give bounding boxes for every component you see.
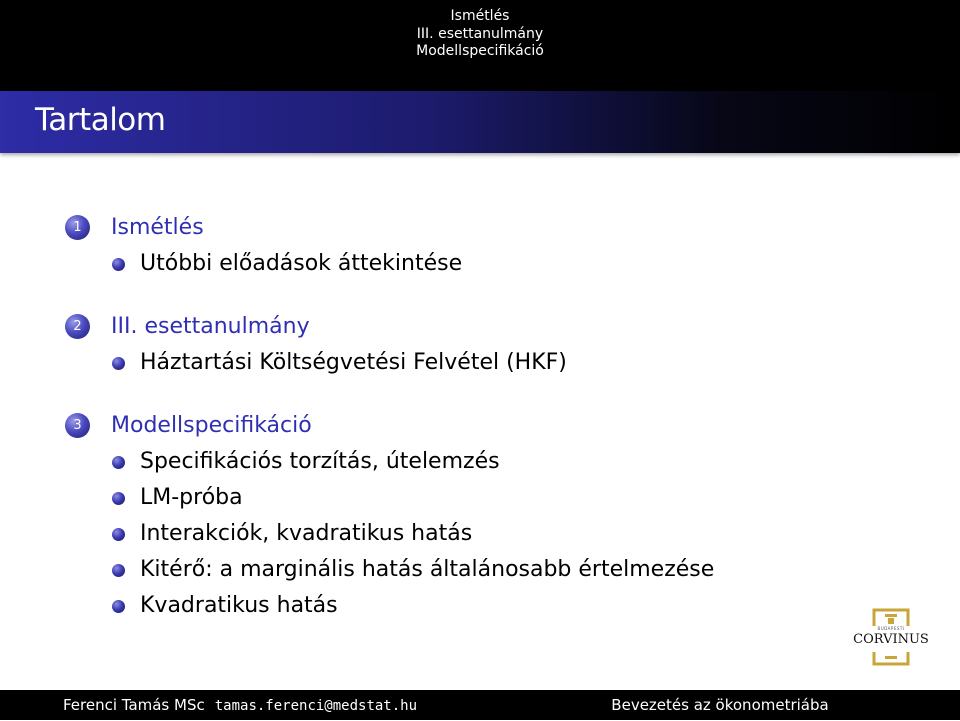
logo-small-text: BUDAPESTI [877,626,905,631]
nav-item-ismetles[interactable]: Ismétlés [450,8,510,24]
section-number-badge: 2 [65,314,90,339]
footer-author-block [0,690,480,720]
corvinus-logo [846,606,936,668]
top-navigation-bar [0,0,960,91]
bullet-icon [112,357,125,370]
toc-section-title[interactable]: Ismétlés [111,215,204,240]
toc-section-title[interactable]: III. esettanulmány [111,314,310,339]
footer-email: tamas.ferenci@medstat.hu [214,698,418,714]
bullet-icon [112,456,125,469]
nav-item-esettanulmany[interactable]: III. esettanulmány [416,25,544,42]
bullet-icon [112,600,125,613]
section-navigation [0,8,960,61]
section-number-badge: 3 [65,413,90,438]
toc-subsection-label[interactable]: Kvadratikus hatás [140,593,338,618]
bullet-icon [112,528,125,541]
toc-subsection-label[interactable]: Utóbbi előadások áttekintése [140,251,463,276]
toc-subsection-label[interactable]: LM-próba [140,485,243,510]
frame-title-bar [0,91,960,153]
frame-title: Tartalom [35,102,166,138]
footer-course-title: Bevezetés az ökonometriába [611,696,829,714]
bullet-icon [112,564,125,577]
toc-section-title[interactable]: Modellspecifikáció [111,413,312,438]
toc-subsection-label[interactable]: Kitérő: a marginális hatás általánosabb értelmezése [140,557,715,582]
toc-subsection-label[interactable]: Specifikációs torzítás, útelemzés [140,449,500,474]
nav-item-modellspecifikacio[interactable]: Modellspecifikáció [416,43,544,59]
bullet-icon [112,492,125,505]
logo-text: CORVINUS [853,632,929,647]
toc-subsection-label[interactable]: Interakciók, kvadratikus hatás [140,521,473,546]
footer-bar [0,690,960,720]
bullet-icon [112,258,125,271]
section-number-badge: 1 [65,215,90,240]
toc-subsection-label[interactable]: Háztartási Költségvetési Felvétel (HKF) [140,350,567,375]
footer-author: Ferenci Tamás MSc [62,696,205,714]
